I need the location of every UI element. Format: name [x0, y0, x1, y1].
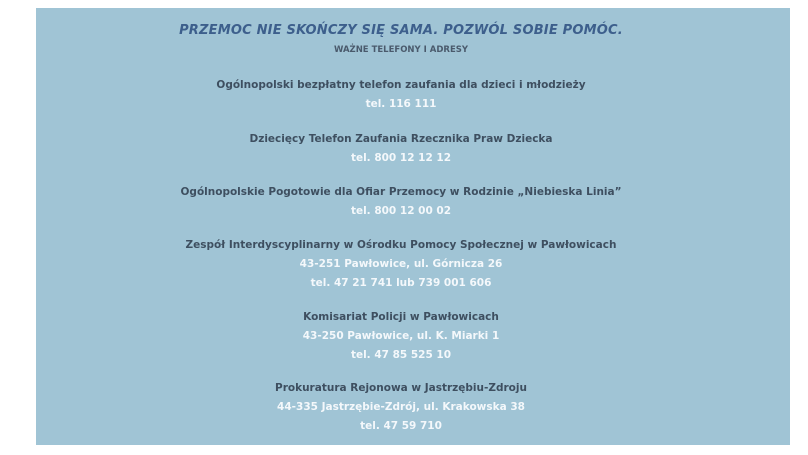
- contact-name: Prokuratura Rejonowa w Jastrzębiu-Zdroju: [275, 382, 527, 394]
- contact-phone: tel. 116 111: [365, 98, 437, 110]
- contact-name: Zespół Interdyscyplinarny w Ośrodku Pomocy Społecznej w Pawłowicach: [185, 239, 617, 251]
- contact-name: Ogólnopolski bezpłatny telefon zaufania dla dzieci i młodzieży: [216, 79, 586, 91]
- contact-name: Ogólnopolskie Pogotowie dla Ofiar Przemocy w Rodzinie „Niebieska Linia”: [180, 186, 622, 198]
- page-title: PRZEMOC NIE SKOŃCZY SIĘ SAMA. POZWÓL SOBIE POMÓC.: [179, 23, 623, 38]
- contact-address: 44-335 Jastrzębie-Zdrój, ul. Krakowska 38: [277, 401, 525, 413]
- contact-name: Komisariat Policji w Pawłowicach: [303, 311, 499, 323]
- contact-entry: [36, 130, 766, 168]
- contact-entry: [36, 236, 766, 293]
- contact-name: Dziecięcy Telefon Zaufania Rzecznika Praw Dziecka: [249, 133, 553, 145]
- contact-entry: [36, 379, 766, 436]
- contact-phone: tel. 800 12 00 02: [350, 205, 452, 217]
- contact-address: 43-251 Pawłowice, ul. Górnicza 26: [299, 258, 503, 270]
- contact-phone: tel. 47 21 741 lub 739 001 606: [310, 277, 492, 289]
- contact-phone: tel. 47 59 710: [360, 420, 442, 432]
- contact-entry: [36, 76, 766, 114]
- page-subtitle: WAŻNE TELEFONY I ADRESY: [333, 45, 469, 55]
- contact-phone: tel. 47 85 525 10: [350, 349, 452, 361]
- contact-address: 43-250 Pawłowice, ul. K. Miarki 1: [302, 330, 500, 342]
- contacts-panel: [36, 8, 790, 445]
- contact-entry: [36, 308, 766, 365]
- contact-entry: [36, 183, 766, 221]
- contact-phone: tel. 800 12 12 12: [350, 152, 452, 164]
